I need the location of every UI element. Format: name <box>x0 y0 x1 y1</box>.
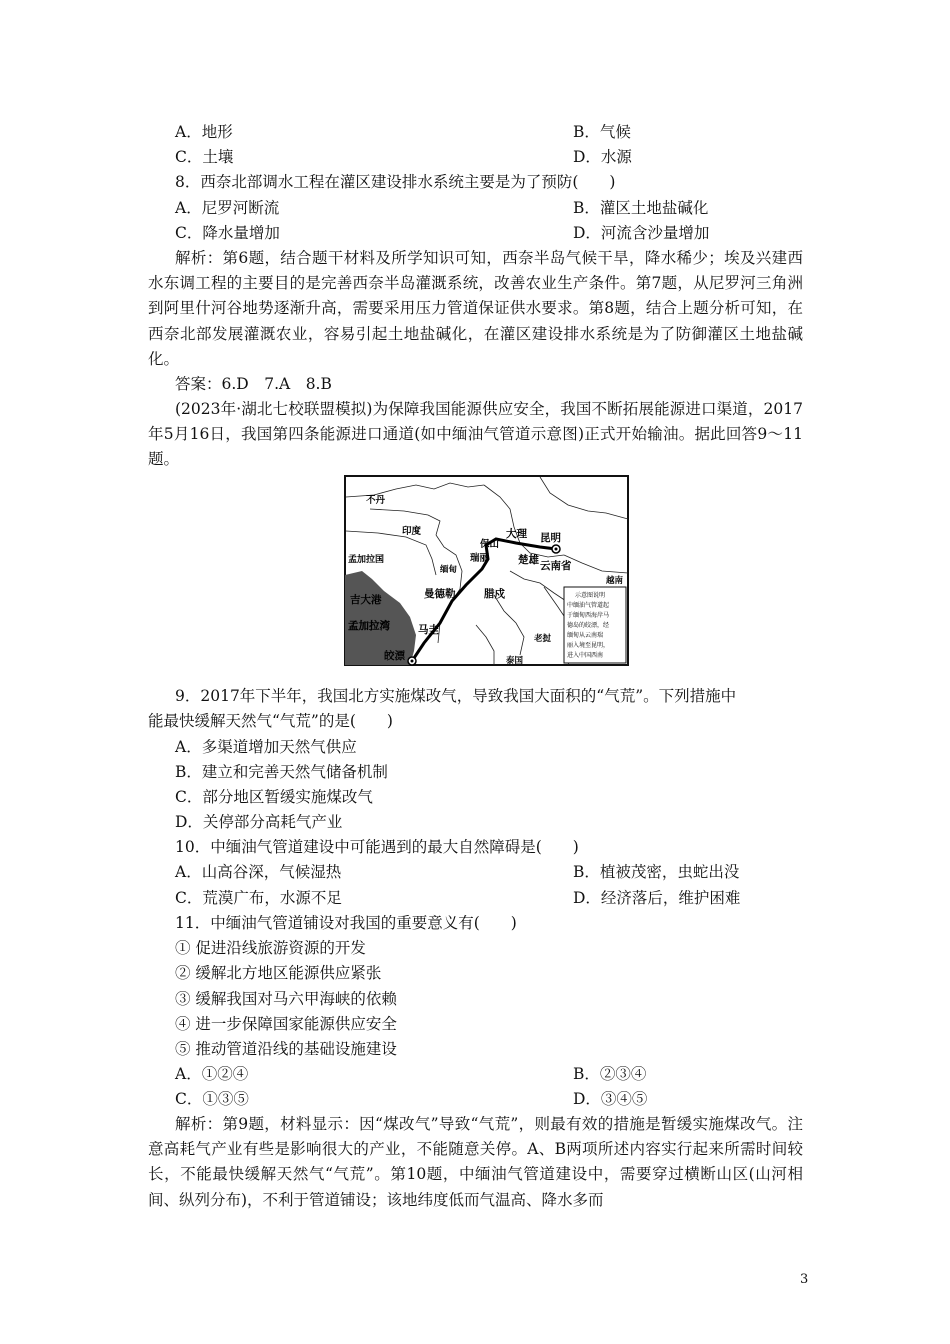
q9-stem-line-1: 9．2017年下半年，我国北方实施煤改气，导致我国大面积的“气荒”。下列措施中 <box>175 687 737 705</box>
q7-option-d: D．水源 <box>573 148 632 166</box>
q9-option-b: B．建立和完善天然气储备机制 <box>175 763 388 781</box>
map-label-kunming: 昆明 <box>540 532 561 544</box>
q8-option-a: A．尼罗河断流 <box>175 199 280 217</box>
q8-option-c: C．降水量增加 <box>175 224 280 242</box>
map-legend-line-6: 丽入境至昆明， <box>567 642 610 649</box>
q7-option-a: A．地形 <box>175 123 233 141</box>
q11-option-b: B．②③④ <box>573 1065 647 1083</box>
map-label-bangladesh: 孟加拉国 <box>348 555 385 565</box>
map-legend-line-7: 进入中国西南 <box>567 652 604 659</box>
map-label-kyaukphyu: 皎漂 <box>384 650 405 662</box>
q7-option-c: C．土壤 <box>175 148 234 166</box>
q10-option-a: A．山高谷深，气候湿热 <box>175 863 342 881</box>
analysis-paragraph-1: 解析：第6题，结合题干材料及所学知识可知，西奈半岛气候干旱，降水稀少；埃及兴建西水东调工程的主要目的是完善西奈半岛灌溉系统，改善农业生产条件。第7题，从尼罗河三角洲到阿里什河谷地势逐渐升高，需要采用压力管道保证供水要求。第8题，结合上题分析可知，在西奈北部发展灌溉农业，容易引起土地盐碱化，在灌区建设排水系统是为了防御灌区土地盐碱化。 <box>148 249 803 368</box>
map-legend-line-4: 德岛的皎漂，经 <box>567 622 610 629</box>
q10-stem: 10．中缅油气管道建设中可能遇到的最大自然障碍是( ) <box>175 838 579 856</box>
map-label-baoshan: 保山 <box>480 539 500 550</box>
map-legend-line-1: 示意图说明 <box>575 592 606 599</box>
map-label-chittagong: 吉大港 <box>350 594 382 606</box>
map-label-chuxiong: 楚雄 <box>518 554 539 566</box>
q11-item-2: ② 缓解北方地区能源供应紧张 <box>175 964 382 982</box>
q10-option-c: C．荒漠广布，水源不足 <box>175 889 342 907</box>
map-label-india: 印度 <box>402 526 422 537</box>
intro-paragraph-2: (2023年·湖北七校联盟模拟)为保障我国能源供应安全，我国不断拓展能源进口渠道，2017年5月16日，我国第四条能源进口通道(如中缅油气管道示意图)正式开始输油。据此回答9～11题。 <box>148 400 803 469</box>
q11-option-d: D．③④⑤ <box>573 1090 648 1108</box>
map-label-mandalay: 曼德勒 <box>424 588 456 600</box>
q9-option-a: A．多渠道增加天然气供应 <box>175 738 357 756</box>
q10-option-d: D．经济落后，维护困难 <box>573 889 741 907</box>
q8-stem: 8．西奈北部调水工程在灌区建设排水系统主要是为了预防( ) <box>175 173 616 191</box>
pipeline-map <box>344 475 629 666</box>
q8-option-b: B．灌区土地盐碱化 <box>573 199 709 217</box>
q8-option-d: D．河流含沙量增加 <box>573 224 710 242</box>
q7-option-b: B．气候 <box>573 123 631 141</box>
map-label-dali: 大理 <box>506 528 527 540</box>
map-label-laos: 老挝 <box>534 634 552 644</box>
q9-option-c: C．部分地区暂缓实施煤改气 <box>175 788 373 806</box>
q9-stem-line-2: 能最快缓解天然气“气荒”的是( ) <box>148 712 393 730</box>
q11-item-4: ④ 进一步保障国家能源供应安全 <box>175 1015 397 1033</box>
q11-item-1: ① 促进沿线旅游资源的开发 <box>175 939 366 957</box>
q11-option-c: C．①③⑤ <box>175 1090 249 1108</box>
q11-item-5: ⑤ 推动管道沿线的基础设施建设 <box>175 1040 397 1058</box>
map-legend-line-3: 于缅甸西海岸马 <box>567 612 610 619</box>
q9-option-d: D．关停部分高耗气产业 <box>175 813 343 831</box>
map-label-bhutan: 不丹 <box>366 495 386 506</box>
map-label-bay: 孟加拉湾 <box>348 620 390 632</box>
map-label-vietnam: 越南 <box>606 576 624 586</box>
q11-stem: 11．中缅油气管道铺设对我国的重要意义有( ) <box>175 914 517 932</box>
map-label-magway: 马圭 <box>418 624 439 636</box>
map-label-myanmar: 缅甸 <box>440 565 458 575</box>
map-legend-line-2: 中缅油气管道起 <box>567 602 610 609</box>
q10-option-b: B．植被茂密，虫蛇出没 <box>573 863 740 881</box>
q11-option-a: A．①②④ <box>175 1065 249 1083</box>
analysis-paragraph-2: 解析：第9题，材料显示：因“煤改气”导致“气荒”，则最有效的措施是暂缓实施煤改气。注意高耗气产业有些是影响很大的产业，不能随意关停。A、B两项所述内容实行起来所需时间较长，不能最快缓解天然气“气荒”。第10题，中缅油气管道建设中，需要穿过横断山区(山河相间、纵列分布)，不利于管道铺设；该地纬度低而气温高、降水多而 <box>148 1115 803 1209</box>
answer-line: 答案：6.D 7.A 8.B <box>175 375 332 393</box>
map-legend-line-5: 缅甸从云南瑞 <box>567 632 604 639</box>
q11-item-3: ③ 缓解我国对马六甲海峡的依赖 <box>175 990 397 1008</box>
map-label-ruili: 瑞丽 <box>470 553 490 564</box>
page-number: 3 <box>800 1272 809 1287</box>
map-label-lashio: 腊戍 <box>484 588 505 600</box>
map-label-yunnan: 云南省 <box>540 560 572 572</box>
map-label-thailand: 泰国 <box>506 656 524 666</box>
